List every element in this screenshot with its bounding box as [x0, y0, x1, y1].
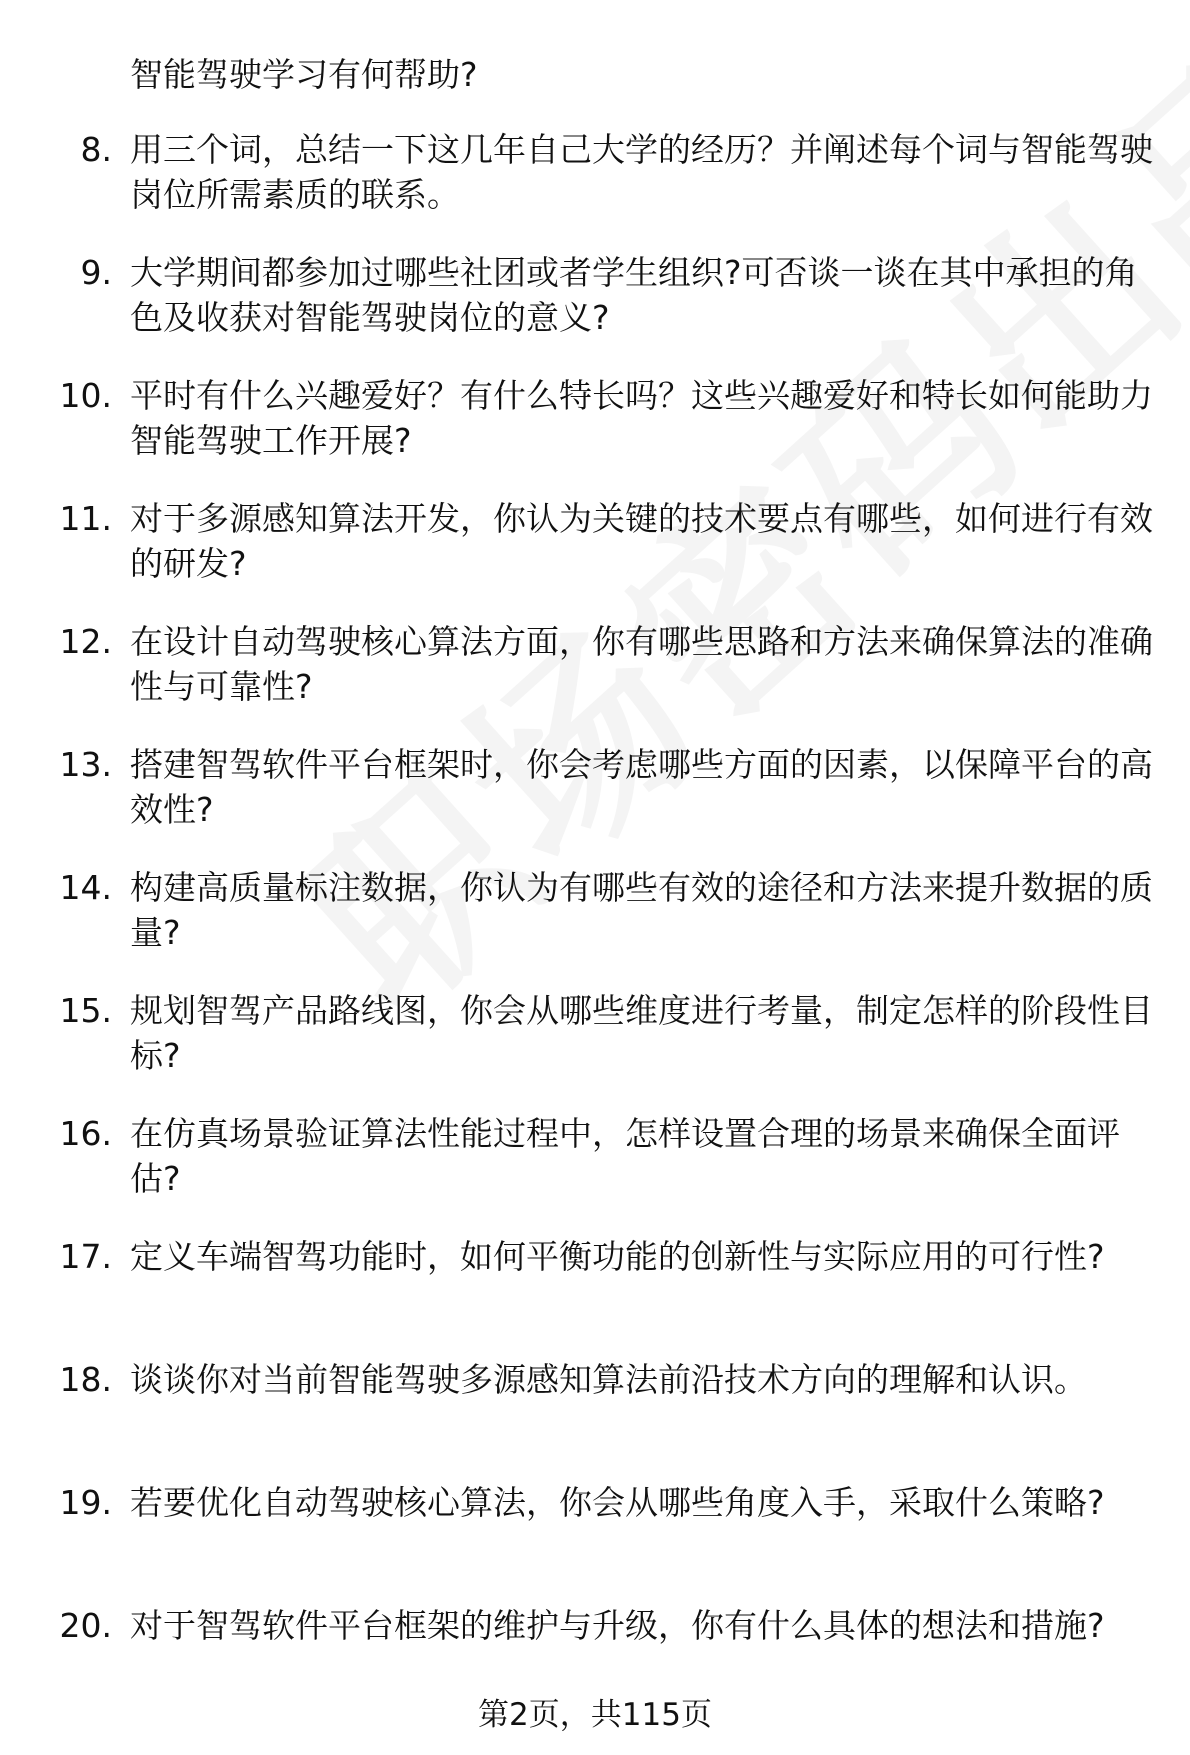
question-text: 对于多源感知算法开发，你认为关键的技术要点有哪些，如何进行有效的研发?	[130, 499, 1153, 583]
list-item	[0, 1234, 1190, 1357]
question-text: 规划智驾产品路线图，你会从哪些维度进行考量，制定怎样的阶段性目标?	[130, 991, 1153, 1075]
question-text: 在设计自动驾驶核心算法方面，你有哪些思路和方法来确保算法的准确性与可靠性?	[130, 622, 1153, 706]
question-number: 11.	[59, 499, 112, 538]
question-text: 平时有什么兴趣爱好？有什么特长吗？这些兴趣爱好和特长如何能助力智能驾驶工作开展?	[130, 376, 1153, 460]
question-number: 13.	[59, 745, 112, 784]
list-item	[0, 127, 1190, 250]
question-text: 在仿真场景验证算法性能过程中，怎样设置合理的场景来确保全面评估?	[130, 1114, 1120, 1198]
list-item	[0, 1480, 1190, 1603]
question-text: 构建高质量标注数据，你认为有哪些有效的途径和方法来提升数据的质量?	[130, 868, 1153, 952]
question-number: 10.	[59, 376, 112, 415]
list-item	[0, 373, 1190, 496]
list-item	[0, 496, 1190, 619]
question-text: 大学期间都参加过哪些社团或者学生组织?可否谈一谈在其中承担的角色及收获对智能驾驶岗位的意义?	[130, 253, 1138, 337]
question-number: 17.	[59, 1237, 112, 1276]
question-number: 12.	[59, 622, 112, 661]
list-item	[0, 619, 1190, 742]
list-item	[0, 250, 1190, 373]
question-number: 14.	[59, 868, 112, 907]
list-item	[0, 988, 1190, 1111]
continuation-text: 智能驾驶学习有何帮助?	[130, 55, 478, 94]
question-number: 16.	[59, 1114, 112, 1153]
question-number: 15.	[59, 991, 112, 1030]
question-list	[0, 127, 1190, 1726]
list-item	[0, 1357, 1190, 1480]
list-item	[0, 865, 1190, 988]
question-number: 9.	[80, 253, 112, 292]
question-text: 定义车端智驾功能时，如何平衡功能的创新性与实际应用的可行性?	[130, 1237, 1105, 1276]
question-text: 用三个词，总结一下这几年自己大学的经历？并阐述每个词与智能驾驶岗位所需素质的联系。	[130, 130, 1153, 214]
question-text: 谈谈你对当前智能驾驶多源感知算法前沿技术方向的理解和认识。	[130, 1360, 1087, 1399]
page-footer: 第2页，共115页	[478, 1697, 712, 1733]
question-number: 20.	[59, 1606, 112, 1645]
question-number: 8.	[80, 130, 112, 169]
question-number: 18.	[59, 1360, 112, 1399]
question-text: 搭建智驾软件平台框架时，你会考虑哪些方面的因素，以保障平台的高效性?	[130, 745, 1153, 829]
list-item	[0, 742, 1190, 865]
list-item	[0, 1111, 1190, 1234]
question-number: 19.	[59, 1483, 112, 1522]
question-text: 若要优化自动驾驶核心算法，你会从哪些角度入手，采取什么策略?	[130, 1483, 1105, 1522]
question-text: 对于智驾软件平台框架的维护与升级，你有什么具体的想法和措施?	[130, 1606, 1105, 1645]
